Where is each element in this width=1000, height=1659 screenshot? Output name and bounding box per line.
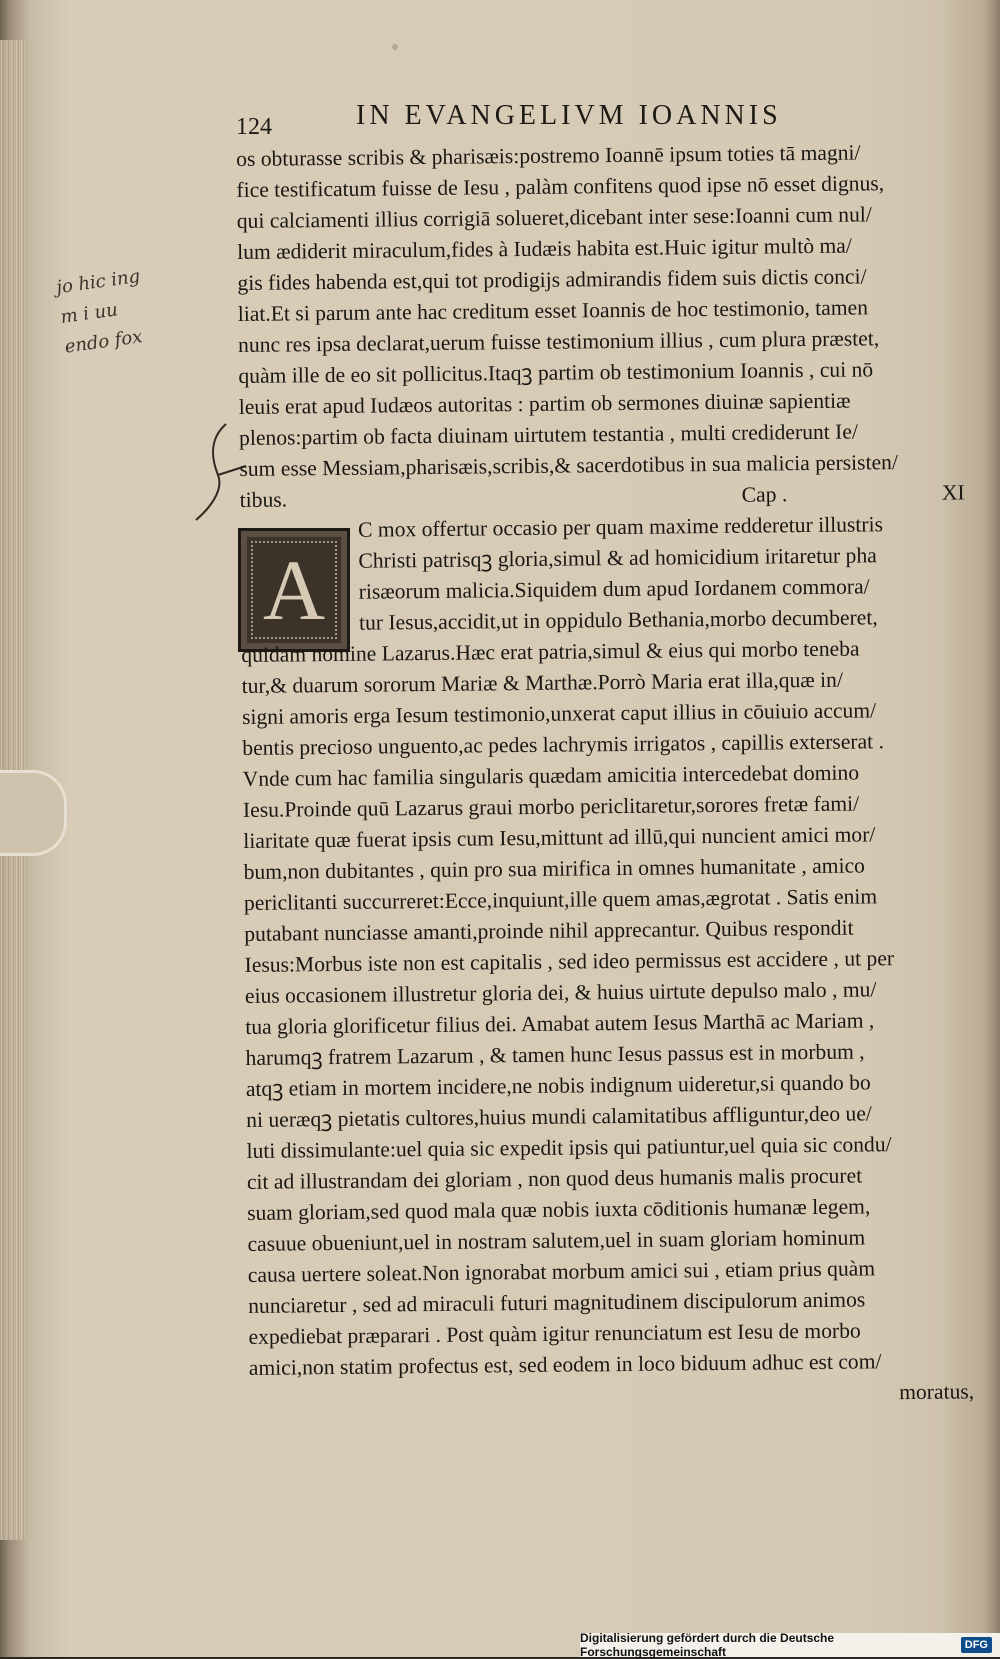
text-line: liaritate quæ fuerat ipsis cum Iesu,mittunt ad illū,qui nuncient amici mor/ xyxy=(243,822,876,853)
text-line: Iesu.Proinde quū Lazarus graui morbo periclitaretur,sorores fretæ fami/ xyxy=(242,791,860,822)
text-line: luti dissimulante:uel quia sic expedit ipsis qui patiuntur,uel quia sic condu/ xyxy=(246,1132,892,1163)
text-line: Christi patrisqꝫ gloria,simul & ad homicidium iritaretur pha xyxy=(358,543,877,573)
line-end-word: tibus. xyxy=(239,487,288,512)
text-line: signi amoris erga Iesum testimonio,unxerat caput illius in cōuiuio accum/ xyxy=(241,698,877,729)
text-line: nunc res ipsa declarat,uerum fuisse testimonium illius , cum plura præstet, xyxy=(237,326,880,357)
text-line: tur,& duarum sororum Mariæ & Marthæ.Porrò Maria erat illa,quæ in/ xyxy=(241,667,844,698)
text-line: quàm ille de eo sit pollicitus.Itaqꝫ partim ob testimonium Ioannis , cui nō xyxy=(238,357,874,388)
running-title: IN EVANGELIVM IOANNIS xyxy=(356,100,782,131)
text-line: periclitanti succurreret:Ecce,inquiunt,ille quem amas,ægrotat . Satis enim xyxy=(243,884,878,915)
text-line: causa uertere soleat.Non ignorabat morbum amici sui , etiam prius quàm xyxy=(247,1256,876,1287)
marginal-note-line: m i uu xyxy=(59,299,120,329)
page-tab-marker xyxy=(0,770,67,856)
text-line: expediebat præparari . Post quàm igitur renunciatum est Iesu de morbo xyxy=(248,1318,861,1349)
text-line: Vnde cum hac familia singularis quædam amicitia intercedebat domino xyxy=(242,760,860,791)
digitization-footer xyxy=(580,1633,1000,1657)
text-line: tua gloria glorificetur filius dei. Amabat autem Iesus Marthā ac Mariam , xyxy=(245,1008,875,1039)
footer-credit-text: Digitalisierung gefördert durch die Deutsche Forschungsgemeinschaft xyxy=(580,1631,835,1659)
text-line: harumqꝫ fratrem Lazarum , & tamen hunc Iesus passus est in morbum , xyxy=(245,1039,865,1070)
text-line: casuue obueniunt,uel in nostram salutem,uel in suam gloriam hominum xyxy=(247,1225,866,1256)
text-line: suam gloriam,sed quod mala quæ nobis iuxta cōditionis humanæ legem, xyxy=(247,1194,871,1225)
text-line: fice testificatum fuisse de Iesu , palàm confitens quod ipse nō esset dignus, xyxy=(236,171,885,202)
marginal-note-line: jo hic ing xyxy=(55,265,142,299)
text-line: gis fides habenda est,qui tot prodigijs admirandis fidem suis dictis conci/ xyxy=(237,264,867,295)
dfg-logo[interactable]: DFG xyxy=(961,1637,992,1653)
text-line: sum esse Messiam,pharisæis,scribis,& sacerdotibus in sua malicia persisten/ xyxy=(239,450,899,481)
text-line: atqꝫ etiam in mortem incidere,ne nobis indignum uideretur,si quando bo xyxy=(245,1070,871,1101)
text-line: os obturasse scribis & pharisæis:postremo Ioannē ipsum toties tā magni/ xyxy=(236,140,861,171)
text-line: risæorum malicia.Siquidem dum apud Iordanem commora/ xyxy=(358,574,870,604)
text-line: leuis erat apud Iudæos autoritas : partim ob sermones diuinæ sapientiæ xyxy=(238,388,851,419)
chapter-label: Cap . xyxy=(741,482,788,507)
main-text-block xyxy=(236,136,974,1415)
catchword: moratus, xyxy=(899,1379,975,1405)
folio-number: 124 xyxy=(236,114,272,140)
text-line: tur Iesus,accidit,ut in oppidulo Bethania,morbo decumberet, xyxy=(358,605,878,635)
text-line: C mox offertur occasio per quam maxime redderetur illustris xyxy=(357,512,884,542)
text-line: quidam nomine Lazarus.Hæc erat patria,simul & eius qui morbo teneba xyxy=(241,636,860,667)
marginal-note-line: endo fox xyxy=(63,326,144,358)
page-header xyxy=(236,100,836,140)
text-line: eius occasionem illustretur gloria dei, & huius uirtute depulso malo , mu/ xyxy=(244,977,877,1008)
text-line: cit ad illustrandam dei gloriam , non quod deus humanis malis procuret xyxy=(246,1163,863,1194)
text-line: amici,non statim profectus est, sed eodem in loco biduum adhuc est com/ xyxy=(248,1349,882,1380)
text-line: liat.Et si parum ante hac creditum esset Ioannis de hoc testimonio, tamen xyxy=(237,295,869,326)
text-line: putabant nunciasse amanti,proinde nihil apprecantur. Quibus respondit xyxy=(244,915,854,946)
paper-spot xyxy=(392,44,398,50)
text-line: bentis precioso unguento,ac pedes lachrymis irrigatos , capillis exterserat . xyxy=(242,729,885,760)
text-line: plenos:partim ob facta diuinam uirtutem testantia , multi crediderunt Ie/ xyxy=(238,419,859,450)
text-line: bum,non dubitantes , quin pro sua mirifica in omnes humanitate , amico xyxy=(243,853,866,884)
text-line: lum ædiderit miraculum,fides à Iudæis habita est.Huic igitur multò ma/ xyxy=(237,233,852,264)
text-line: nunciaretur , sed ad miraculi futuri magnitudinem discipulorum animos xyxy=(248,1287,866,1318)
text-line: qui calciamenti illius corrigiā solueret,dicebant inter sese:Ioanni cum nul/ xyxy=(236,202,872,233)
initial-letter: A xyxy=(262,542,326,638)
text-line: ni ueræqꝫ pietatis cultores,huius mundi calamitatibus affliguntur,deo ue/ xyxy=(246,1101,872,1132)
text-line: Iesus:Morbus iste non est capitalis , sed ideo permissus est accidere , ut per xyxy=(244,946,895,977)
chapter-number: XI xyxy=(941,480,965,505)
handwritten-marginalia xyxy=(55,251,226,362)
